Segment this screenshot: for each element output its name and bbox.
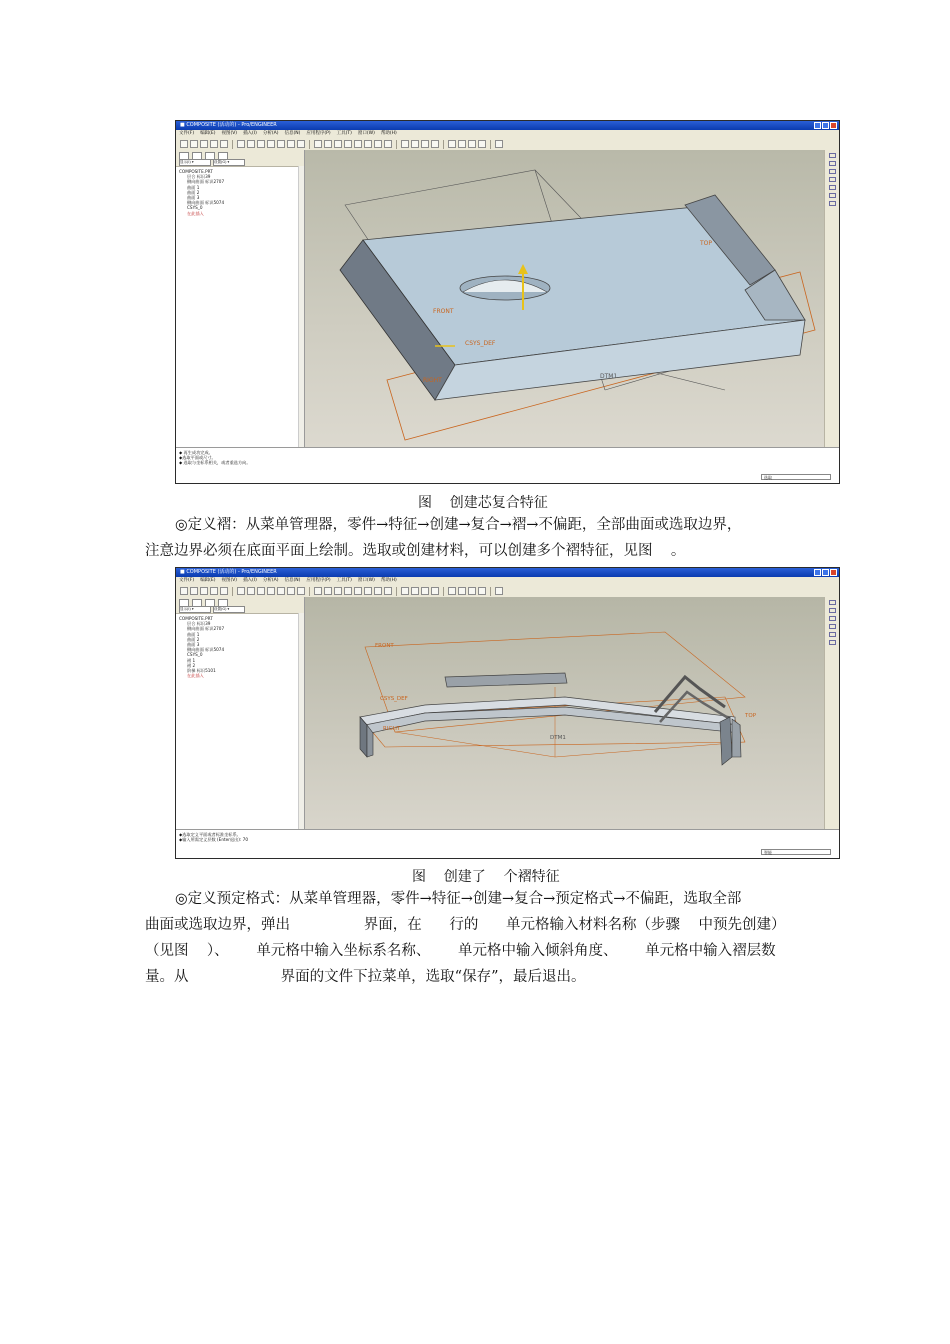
tree-item[interactable]: COMPOSITE.PRT	[179, 169, 213, 174]
datum-plane-display-icon[interactable]	[448, 140, 456, 148]
model-tree-pane	[176, 150, 305, 447]
menu-view[interactable]: 视图(V)	[221, 578, 238, 583]
warning-tool-icon[interactable]	[829, 640, 836, 645]
save-icon[interactable]	[200, 587, 208, 595]
toolbar-separator	[396, 140, 397, 149]
datum-axis-display-icon[interactable]	[458, 587, 466, 595]
zoom-in-icon[interactable]	[334, 587, 342, 595]
copy-icon[interactable]	[267, 140, 275, 148]
repaint-icon[interactable]	[314, 140, 322, 148]
tree-item-insert-here[interactable]: 在此插入	[187, 210, 204, 216]
tree-item[interactable]: 褶 2	[187, 662, 196, 668]
tree-item[interactable]: 曲面 1	[187, 631, 200, 637]
paragraph-line: 注意边界必须在底面平面上绘制。选取或创建材料，可以创建多个褶特征，见图 。	[145, 543, 686, 559]
paragraph-line: ◎定义预定格式：从菜单管理器，零件→特征→创建→复合→预定格式→不偏距，选取全部	[175, 891, 742, 907]
datum-label-right: RIGHT	[383, 726, 401, 732]
paragraph-line: （见图 ）、 单元格中输入坐标系名称、 单元格中输入倾斜角度、 单元格中输入褶层数	[145, 943, 776, 959]
menu-insert[interactable]: 插入(I)	[243, 578, 257, 583]
feature-toolbar	[824, 150, 839, 447]
core-disk	[445, 673, 567, 687]
window-title: ■ COMPOSITE (活动的) - Pro/ENGINEER	[180, 569, 277, 575]
tree-item[interactable]: 曲面 2	[187, 636, 200, 642]
find-icon[interactable]	[297, 140, 305, 148]
open-icon[interactable]	[190, 140, 198, 148]
screenshot-composite-core	[175, 120, 840, 484]
menu-bar	[176, 130, 839, 138]
tree-item-insert-here[interactable]: 在此插入	[187, 673, 204, 679]
tree-item[interactable]: 阶梯 标识5101	[187, 668, 216, 674]
menu-info[interactable]: 信息(N)	[284, 131, 301, 136]
menu-analysis[interactable]: 分析(A)	[262, 578, 279, 583]
layers-icon[interactable]	[374, 140, 382, 148]
email-icon[interactable]	[220, 587, 228, 595]
tree-item[interactable]: 侧向曲面 标识2707	[187, 179, 225, 185]
email-icon[interactable]	[220, 140, 228, 148]
close-button[interactable]	[830, 569, 837, 576]
view-manager-icon[interactable]	[384, 140, 392, 148]
menu-analysis[interactable]: 分析(A)	[262, 131, 279, 136]
toolbar-separator	[490, 587, 491, 596]
csys-label: CSYS_DEF	[465, 340, 496, 347]
print-icon[interactable]	[210, 140, 218, 148]
undo-icon[interactable]	[237, 587, 245, 595]
graphics-window[interactable]	[305, 150, 825, 447]
tree-item[interactable]: 曲面 3	[187, 642, 200, 648]
ply-end-face	[720, 717, 732, 765]
menu-edit[interactable]: 编辑(E)	[200, 131, 216, 136]
shading-icon[interactable]	[431, 587, 439, 595]
datum-label-front: FRONT	[375, 643, 394, 649]
zoom-fit-icon[interactable]	[324, 140, 332, 148]
message-area	[176, 829, 839, 858]
menu-window[interactable]: 窗口(W)	[357, 578, 375, 583]
message-area	[176, 447, 839, 483]
datum-point-display-icon[interactable]	[468, 140, 476, 148]
context-help-icon[interactable]	[495, 140, 503, 148]
print-icon[interactable]	[210, 587, 218, 595]
message-line: ◆输入所需定义层数 (Enter退出): 70	[179, 837, 249, 843]
tree-item[interactable]: 层合 标识39	[187, 174, 211, 180]
minimize-button[interactable]	[814, 122, 821, 129]
menu-help[interactable]: 帮助(H)	[380, 131, 397, 136]
repaint-icon[interactable]	[314, 587, 322, 595]
paragraph-line: 量。从 界面的文件下拉菜单，选取“保存”，最后退出。	[145, 969, 586, 985]
cut-icon[interactable]	[257, 140, 265, 148]
datum-axis-line	[395, 732, 555, 757]
figure-caption: 图 创建芯复合特征	[418, 495, 548, 511]
menu-view[interactable]: 视图(V)	[221, 131, 238, 136]
tree-item[interactable]: 曲面 2	[187, 189, 200, 195]
menu-insert[interactable]: 插入(I)	[243, 131, 257, 136]
tree-item[interactable]: 曲面 3	[187, 195, 200, 201]
wireframe-icon[interactable]	[401, 140, 409, 148]
menu-file[interactable]: 文件(F)	[179, 578, 195, 583]
menu-bar	[176, 577, 839, 585]
paragraph-define-ply	[145, 512, 811, 564]
datum-point-display-icon[interactable]	[468, 587, 476, 595]
window-titlebar	[176, 568, 839, 577]
zoom-in-icon[interactable]	[334, 140, 342, 148]
menu-window[interactable]: 窗口(W)	[357, 131, 375, 136]
feature-toolbar	[824, 597, 839, 829]
message-line: ◆选取平面或尺寸。	[179, 455, 216, 461]
toolbar-separator	[396, 587, 397, 596]
model-tree-pane	[176, 597, 305, 829]
datum-label-dtm: DTM1	[600, 373, 618, 380]
toolbar-separator	[232, 140, 233, 149]
orient-icon[interactable]	[354, 140, 362, 148]
csys-label: CSYS_DEF	[380, 696, 408, 702]
no-hidden-icon[interactable]	[421, 587, 429, 595]
model-tree	[176, 167, 304, 216]
maximize-button[interactable]	[822, 122, 829, 129]
toolbar-separator	[309, 140, 310, 149]
shading-icon[interactable]	[431, 140, 439, 148]
settings-dropdown[interactable]: 设置(G) ▾	[213, 606, 245, 613]
undo-icon[interactable]	[237, 140, 245, 148]
find-icon[interactable]	[297, 587, 305, 595]
tree-item[interactable]: 侧向曲面 标识5074	[187, 200, 225, 206]
view-manager-icon[interactable]	[384, 587, 392, 595]
show-dropdown[interactable]: 显示(I) ▾	[179, 606, 211, 613]
tree-item[interactable]: 层合 标识39	[187, 621, 211, 627]
hidden-line-icon[interactable]	[411, 587, 419, 595]
graphics-window[interactable]	[305, 597, 825, 829]
tree-item[interactable]: CSYS_0	[187, 652, 203, 658]
model-tree-toolbar	[176, 150, 304, 167]
hidden-line-icon[interactable]	[411, 140, 419, 148]
datum-axis-display-icon[interactable]	[458, 140, 466, 148]
model-tree-scrollbar[interactable]	[298, 613, 304, 829]
regenerate-icon[interactable]	[287, 587, 295, 595]
menu-edit[interactable]: 编辑(E)	[200, 578, 216, 583]
open-icon[interactable]	[190, 587, 198, 595]
toolbar-separator	[443, 140, 444, 149]
filter-select[interactable]: 选取	[761, 474, 831, 480]
datum-point-tool-icon[interactable]	[829, 624, 836, 629]
model-tree	[176, 614, 304, 678]
new-icon[interactable]	[180, 587, 188, 595]
toolbar-separator	[490, 140, 491, 149]
menu-help[interactable]: 帮助(H)	[380, 578, 397, 583]
wireframe-icon[interactable]	[401, 587, 409, 595]
datum-plane-display-icon[interactable]	[448, 587, 456, 595]
toolbar-separator	[232, 587, 233, 596]
redo-icon[interactable]	[247, 140, 255, 148]
maximize-button[interactable]	[822, 569, 829, 576]
message-line: ◆ 再生成功完成。	[179, 450, 213, 455]
new-icon[interactable]	[180, 140, 188, 148]
tree-item[interactable]: 侧向曲面 标识5074	[187, 647, 225, 653]
tree-item[interactable]: COMPOSITE.PRT	[179, 616, 213, 621]
window-title: ■ COMPOSITE (活动的) - Pro/ENGINEER	[180, 122, 277, 128]
saved-views-icon[interactable]	[364, 140, 372, 148]
menu-tools[interactable]: 工具(T)	[336, 131, 352, 136]
tree-item[interactable]: 褶 1	[187, 657, 196, 663]
filter-select[interactable]: 智能	[761, 849, 831, 855]
tree-item[interactable]: 侧向曲面 标识2707	[187, 626, 225, 632]
menu-applications[interactable]: 应用程序(P)	[306, 578, 331, 583]
tree-item[interactable]: CSYS_0	[187, 205, 203, 211]
settings-dropdown[interactable]: 设置(G) ▾	[213, 159, 245, 166]
datum-axis-tool-icon[interactable]	[829, 608, 836, 613]
paragraph-define-layup	[145, 886, 811, 990]
datum-point-tool-icon[interactable]	[829, 177, 836, 182]
warning-tool-icon[interactable]	[829, 201, 836, 206]
paste-icon[interactable]	[277, 587, 285, 595]
csys-display-icon[interactable]	[478, 140, 486, 148]
message-line: ◆选取定义平面或者标准坐标系。	[179, 832, 241, 837]
paste-icon[interactable]	[277, 140, 285, 148]
show-dropdown[interactable]: 显示(I) ▾	[179, 159, 211, 166]
sketch-tool-icon[interactable]	[829, 193, 836, 198]
csys-tool-icon[interactable]	[829, 185, 836, 190]
csys-display-icon[interactable]	[478, 587, 486, 595]
ply-end-face	[732, 719, 741, 757]
menu-file[interactable]: 文件(F)	[179, 131, 195, 136]
no-hidden-icon[interactable]	[421, 140, 429, 148]
datum-axis-tool-icon[interactable]	[829, 161, 836, 166]
figure-caption: 图 创建了 个褶特征	[412, 869, 560, 885]
datum-label-top: TOP	[700, 240, 713, 247]
save-icon[interactable]	[200, 140, 208, 148]
regenerate-icon[interactable]	[287, 140, 295, 148]
menu-tools[interactable]: 工具(T)	[336, 578, 352, 583]
datum-label-right: RIGHT	[423, 377, 442, 384]
close-button[interactable]	[830, 122, 837, 129]
menu-applications[interactable]: 应用程序(P)	[306, 131, 331, 136]
toolbar-separator	[309, 587, 310, 596]
model-3d-view	[305, 597, 825, 829]
datum-curve-tool-icon[interactable]	[829, 616, 836, 621]
datum-plane-tool-icon[interactable]	[829, 600, 836, 605]
csys-tool-icon[interactable]	[829, 632, 836, 637]
tree-item[interactable]: 曲面 1	[187, 184, 200, 190]
datum-curve-tool-icon[interactable]	[829, 169, 836, 174]
model-tree-toolbar	[176, 597, 304, 614]
redo-icon[interactable]	[247, 587, 255, 595]
zoom-fit-icon[interactable]	[324, 587, 332, 595]
layers-icon[interactable]	[374, 587, 382, 595]
message-line: ◆ 选取与坐标系相关，或者重选方向。	[179, 460, 251, 466]
window-titlebar	[176, 121, 839, 130]
saved-views-icon[interactable]	[364, 587, 372, 595]
context-help-icon[interactable]	[495, 587, 503, 595]
datum-label-top: TOP	[745, 713, 757, 719]
screenshot-ply-features	[175, 567, 840, 859]
orient-icon[interactable]	[354, 587, 362, 595]
zoom-out-icon[interactable]	[344, 587, 352, 595]
toolbar-separator	[443, 587, 444, 596]
menu-info[interactable]: 信息(N)	[284, 578, 301, 583]
zoom-out-icon[interactable]	[344, 140, 352, 148]
datum-plane-tool-icon[interactable]	[829, 153, 836, 158]
datum-label-front: FRONT	[433, 308, 454, 315]
model-tree-scrollbar[interactable]	[298, 166, 304, 447]
datum-label-dtm: DTM1	[550, 735, 566, 741]
model-3d-view	[305, 150, 825, 447]
copy-icon[interactable]	[267, 587, 275, 595]
paragraph-line: ◎定义褶：从菜单管理器，零件→特征→创建→复合→褶→不偏距，全部曲面或选取边界，	[175, 517, 742, 533]
paragraph-line: 曲面或选取边界，弹出 界面，在 行的 单元格输入材料名称（步骤 中预先创建）	[145, 917, 786, 933]
minimize-button[interactable]	[814, 569, 821, 576]
cut-icon[interactable]	[257, 587, 265, 595]
